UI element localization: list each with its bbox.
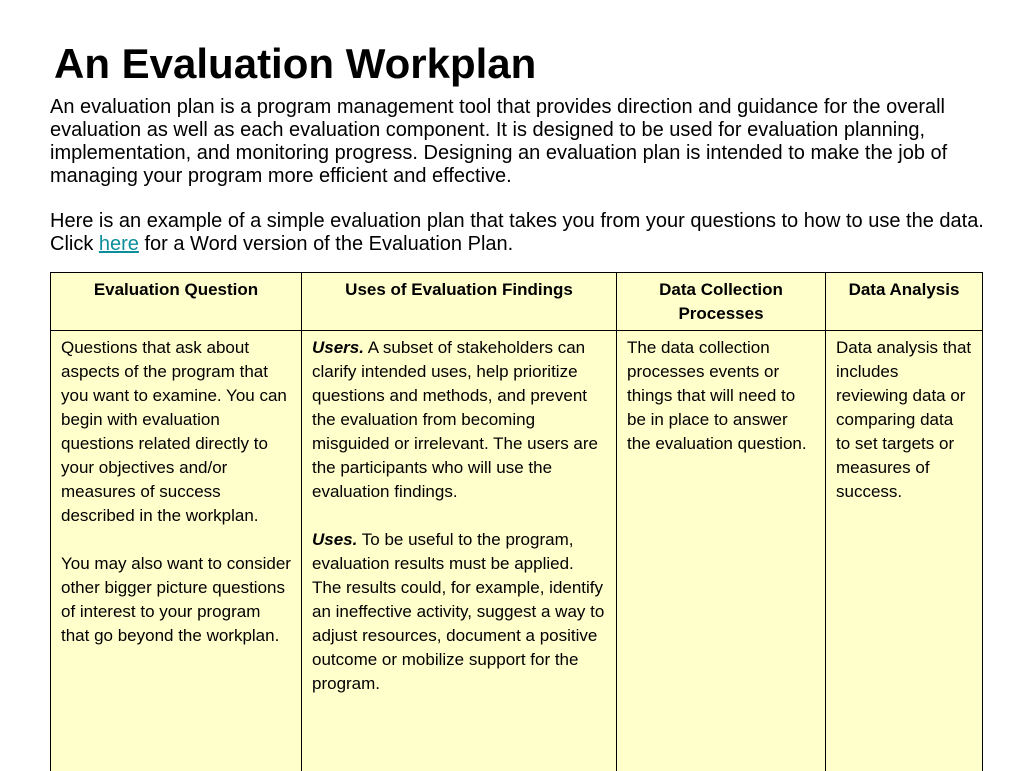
header-data-analysis: Data Analysis — [826, 273, 983, 331]
intro-text — [50, 96, 990, 256]
data-analysis-text: Data analysis that includes reviewing data or comparing data to set targets or measures of success. — [836, 338, 972, 501]
uses-text: To be useful to the program, evaluation results must be applied. The results could, for example, identify an ineffective activity, suggest a way to adjust resources, document a positive outcome or mobilize support for the program. — [312, 530, 605, 693]
uses-label: Uses. — [312, 530, 358, 549]
intro-paragraph-1: An evaluation plan is a program management tool that provides direction and guidance for the overall evaluation as well as each evaluation component. It is designed to be used for evaluation planning, implementation, and monitoring progress. Designing an evaluation plan is intended to make the job of managing your program more efficient and effective. — [50, 96, 948, 187]
table-row — [51, 331, 983, 771]
evaluation-question-paragraph-2: You may also want to consider other bigger picture questions of interest to your program that go beyond the workplan. — [61, 554, 291, 645]
users-text: A subset of stakeholders can clarify intended uses, help prioritize questions and methods, and prevent the evaluation from becoming misguided or irrelevant. The users are the participants who will use the evaluation findings. — [312, 338, 598, 501]
page-title: An Evaluation Workplan — [54, 40, 537, 87]
data-collection-text: The data collection processes events or things that will need to be in place to answer the evaluation question. — [627, 338, 807, 453]
word-version-link[interactable]: here — [98, 233, 139, 255]
intro-paragraph-2-end: for a Word version of the Evaluation Plan. — [138, 233, 514, 255]
cell-data-collection — [617, 331, 826, 771]
intro-paragraph-2 — [50, 210, 990, 256]
cell-uses-of-findings — [302, 331, 617, 771]
uses-paragraph — [312, 528, 606, 696]
intro-paragraph-2-start: Here is an example of a simple evaluation plan that takes you from your questions to how to use the data. Click — [50, 210, 984, 255]
users-paragraph — [312, 336, 606, 504]
paragraph-gap — [61, 528, 291, 552]
evaluation-question-paragraph-1: Questions that ask about aspects of the program that you want to examine. You can begin with evaluation questions related directly to your objectives and/or measures of success described in the workplan. — [61, 338, 287, 525]
evaluation-plan-table — [50, 272, 983, 771]
cell-data-analysis — [826, 331, 983, 771]
users-label: Users. — [312, 338, 364, 357]
header-evaluation-question: Evaluation Question — [51, 273, 302, 331]
cell-evaluation-question — [51, 331, 302, 771]
table-header-row — [51, 273, 983, 331]
header-data-collection: Data Collection Processes — [617, 273, 826, 331]
header-uses-of-findings: Uses of Evaluation Findings — [302, 273, 617, 331]
paragraph-gap — [312, 504, 606, 528]
